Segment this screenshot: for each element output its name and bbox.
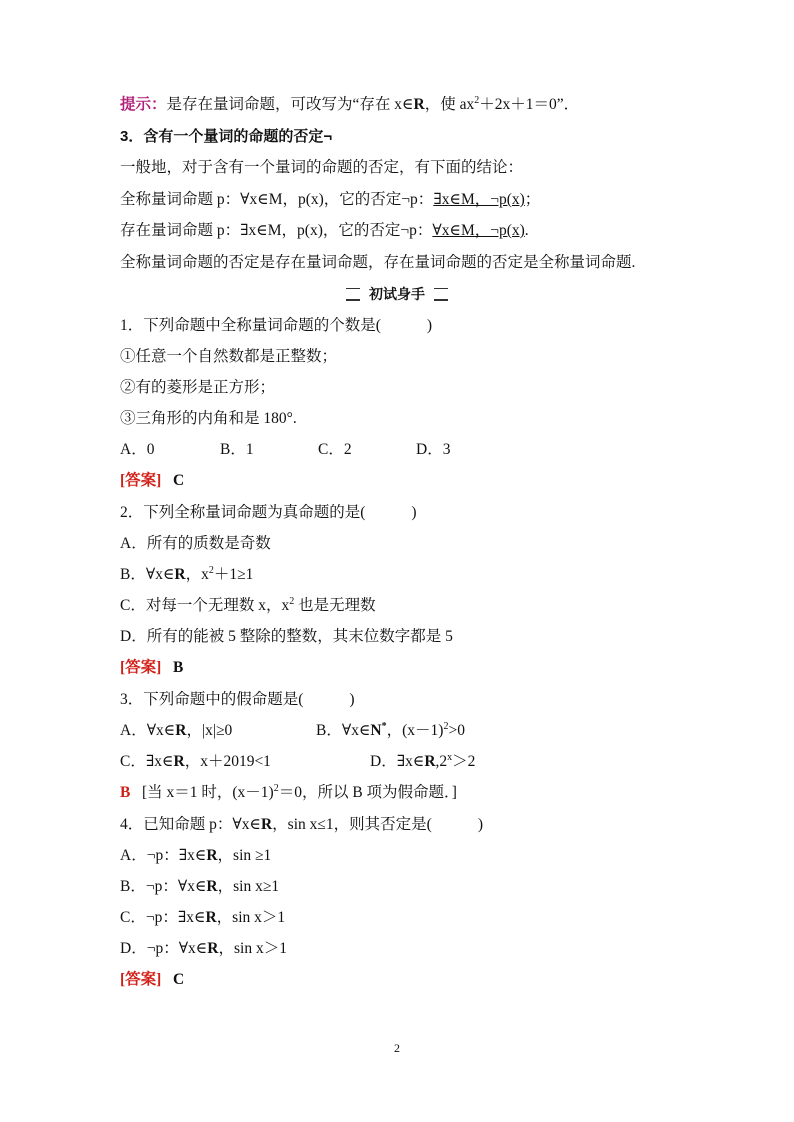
hint-line: 提示：是存在量词命题，可改写为“存在 x∈R，使 $ax^2+2x+1=0$”． xyxy=(120,94,580,113)
q1-stem: 1．下列命题中全称量词命题的个数是( ) xyxy=(120,317,433,334)
q1-answer: [答案] C xyxy=(120,472,185,489)
banner-label: 初试身手 xyxy=(360,285,434,303)
q3-options-cd xyxy=(120,752,475,772)
section-3-intro: 一般地，对于含有一个量词的命题的否定，有下面的结论： xyxy=(120,159,524,176)
q1-item-2: ②有的菱形是正方形； xyxy=(120,379,276,396)
q4-answer: [答案] C xyxy=(120,971,185,988)
rule-existential-negation: 存在量词命题 p：∃x∈M，p(x)，它的否定¬p：∀x∈M，¬p(x). xyxy=(120,222,529,239)
q1-item-3: ③三角形的内角和是 180°. xyxy=(120,410,297,427)
q1-option-b: B．1 xyxy=(220,441,254,458)
q3-stem: 3．下列命题中的假命题是( ) xyxy=(120,691,355,708)
section-3-summary: 全称量词命题的否定是存在量词命题，存在量词命题的否定是全称量词命题. xyxy=(120,254,636,271)
q1-option-c: C．2 xyxy=(318,441,352,458)
page-number: 2 xyxy=(394,1041,400,1055)
q4-option-d: D．¬p：∀x∈R，sin x＞1 xyxy=(120,940,287,957)
hint-label: 提示： xyxy=(120,96,167,113)
rule-universal-negation: 全称量词命题 p：∀x∈M，p(x)，它的否定¬p：∃x∈M，¬p(x)； xyxy=(120,191,541,208)
q2-answer: [答案] B xyxy=(120,659,184,676)
q1-option-d: D．3 xyxy=(416,441,451,458)
section-3-title: 3．含有一个量词的命题的否定¬ xyxy=(120,128,333,145)
q3-option-a: A．∀x∈R，|x|≥0 xyxy=(120,722,233,739)
q3-option-c: C．∃x∈R，x＋2019<1 xyxy=(120,753,271,770)
q2-option-b: B．∀x∈R，$x^2+1\ge 1$ xyxy=(120,564,254,583)
q4-option-c: C．¬p：∃x∈R，sin x＞1 xyxy=(120,909,286,926)
answer-label: [答案] xyxy=(120,971,162,988)
q4-stem: 4．已知命题 p：∀x∈R，sin x≤1，则其否定是( ) xyxy=(120,816,483,833)
section-banner xyxy=(346,285,448,303)
q3-options-ab xyxy=(120,721,465,741)
answer-label: [答案] xyxy=(120,659,162,676)
q3-option-b: B．∀x∈N*，$(x-1)^2>0$ xyxy=(316,720,465,739)
q1-item-1: ①任意一个自然数都是正整数； xyxy=(120,348,338,365)
q2-stem: 2．下列全称量词命题为真命题的是( ) xyxy=(120,504,417,521)
q2-option-c: C．对每一个无理数 x，$x^2$ 也是无理数 xyxy=(120,595,376,614)
q3-answer: B xyxy=(120,784,131,801)
answer-label: [答案] xyxy=(120,472,162,489)
q3-explanation: B [当 x＝1 时，$(x-1)^2=0$，所以 B 项为假命题．] xyxy=(120,782,457,801)
q1-option-a: A．0 xyxy=(120,441,155,458)
q4-option-b: B．¬p：∀x∈R，sin x≥1 xyxy=(120,878,280,895)
q4-option-a: A．¬p：∃x∈R，sin ≥1 xyxy=(120,847,272,864)
q2-option-a: A．所有的质数是奇数 xyxy=(120,535,271,552)
q1-options xyxy=(120,440,450,460)
q2-option-d: D．所有的能被 5 整除的整数，其末位数字都是 5 xyxy=(120,628,453,645)
q3-option-d: D．$\exists x\in R,2^x>2$ xyxy=(370,751,476,770)
